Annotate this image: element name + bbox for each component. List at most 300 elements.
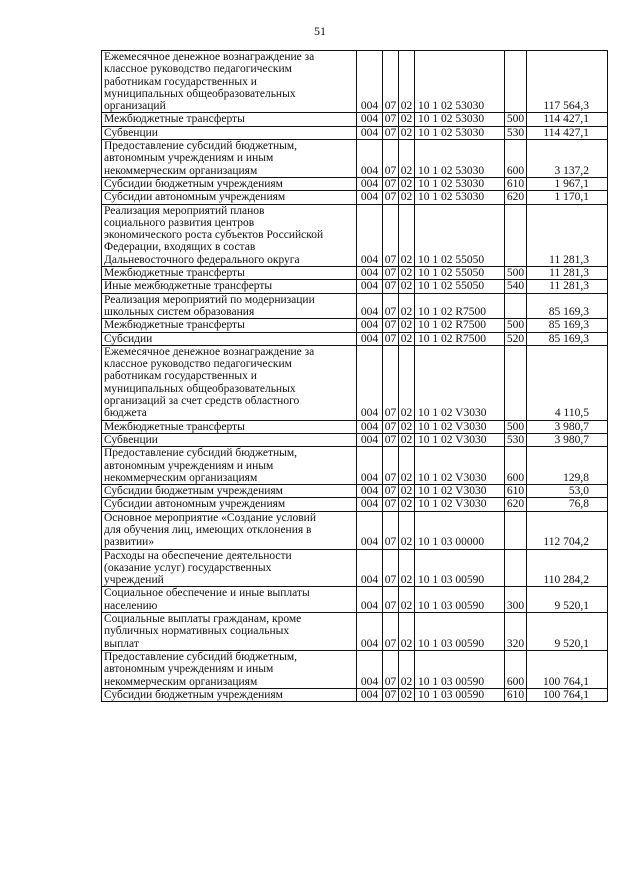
row-name-cell xyxy=(102,319,357,332)
row-subsection-code-cell xyxy=(399,485,415,498)
row-amount: 112 704,2 xyxy=(543,536,589,549)
row-name-cell xyxy=(102,140,357,178)
row-amount-cell xyxy=(527,420,608,433)
row-expense-type-code: 620 xyxy=(506,498,525,511)
row-subsection-code: 02 xyxy=(400,471,413,484)
row-target-article-code-cell xyxy=(415,433,505,446)
row-expense-type-code-cell xyxy=(505,688,527,701)
row-target-article-code-cell xyxy=(415,319,505,332)
row-expense-type-code-cell xyxy=(505,345,527,420)
row-grbs-code-cell xyxy=(357,191,383,204)
row-amount: 1 967,1 xyxy=(554,177,589,190)
row-grbs-code: 004 xyxy=(360,319,379,332)
row-expense-type-code-cell xyxy=(505,204,527,266)
row-amount: 76,8 xyxy=(568,498,589,511)
row-section-code: 07 xyxy=(384,126,397,139)
row-expense-type-code: 500 xyxy=(506,267,525,280)
row-name-cell xyxy=(102,420,357,433)
row-subsection-code: 02 xyxy=(400,177,413,190)
row-subsection-code: 02 xyxy=(400,267,413,280)
row-amount-cell xyxy=(527,587,608,613)
row-section-code-cell xyxy=(383,511,399,549)
row-amount-cell xyxy=(527,511,608,549)
row-amount: 9 520,1 xyxy=(554,599,589,612)
row-amount-cell xyxy=(527,319,608,332)
row-subsection-code-cell xyxy=(399,447,415,485)
row-subsection-code-cell xyxy=(399,126,415,139)
row-grbs-code: 004 xyxy=(360,485,379,498)
row-target-article-code: 10 1 02 V3030 xyxy=(418,433,487,446)
row-target-article-code: 10 1 02 V3030 xyxy=(418,498,487,511)
budget-table xyxy=(101,50,608,702)
row-target-article-code-cell xyxy=(415,140,505,178)
row-grbs-code: 004 xyxy=(360,407,379,420)
row-section-code-cell xyxy=(383,613,399,651)
table-row xyxy=(102,511,608,549)
row-subsection-code-cell xyxy=(399,650,415,688)
row-target-article-code: 10 1 03 00000 xyxy=(418,536,485,549)
row-name: Субсидии бюджетным учреждениям xyxy=(104,177,283,190)
row-target-article-code-cell xyxy=(415,332,505,345)
row-subsection-code-cell xyxy=(399,280,415,293)
row-grbs-code-cell xyxy=(357,498,383,511)
row-grbs-code: 004 xyxy=(360,305,379,318)
row-grbs-code-cell xyxy=(357,204,383,266)
row-subsection-code-cell xyxy=(399,293,415,319)
row-expense-type-code: 500 xyxy=(506,319,525,332)
row-subsection-code-cell xyxy=(399,587,415,613)
table-row xyxy=(102,650,608,688)
row-target-article-code: 10 1 02 53030 xyxy=(418,177,485,190)
row-amount: 114 427,1 xyxy=(543,113,589,126)
row-expense-type-code-cell xyxy=(505,650,527,688)
row-grbs-code: 004 xyxy=(360,433,379,446)
row-name: Основное мероприятие «Создание условий для обучения лиц, имеющих отклонения в развитии» xyxy=(104,511,316,549)
table-row xyxy=(102,204,608,266)
row-target-article-code-cell xyxy=(415,267,505,280)
row-amount-cell xyxy=(527,498,608,511)
row-subsection-code-cell xyxy=(399,113,415,126)
row-subsection-code-cell xyxy=(399,267,415,280)
row-target-article-code: 10 1 02 R7500 xyxy=(418,332,487,345)
row-name: Реализация мероприятий планов социального развития центров экономического роста субъектов Российской Федерации, входящих в состав Дальневосточного федерального округа xyxy=(104,204,324,266)
row-expense-type-code-cell xyxy=(505,613,527,651)
row-section-code-cell xyxy=(383,345,399,420)
row-expense-type-code: 300 xyxy=(506,599,525,612)
row-target-article-code-cell xyxy=(415,511,505,549)
row-expense-type-code: 540 xyxy=(506,280,525,293)
row-expense-type-code: 500 xyxy=(506,113,525,126)
row-amount-cell xyxy=(527,267,608,280)
row-grbs-code-cell xyxy=(357,51,383,113)
row-section-code-cell xyxy=(383,267,399,280)
row-grbs-code: 004 xyxy=(360,574,379,587)
row-name-cell xyxy=(102,587,357,613)
row-grbs-code-cell xyxy=(357,447,383,485)
table-body xyxy=(102,51,608,702)
row-amount: 1 170,1 xyxy=(554,191,589,204)
row-amount: 11 281,3 xyxy=(549,280,589,293)
row-subsection-code-cell xyxy=(399,420,415,433)
table-row xyxy=(102,280,608,293)
row-section-code: 07 xyxy=(384,688,397,701)
row-target-article-code-cell xyxy=(415,191,505,204)
row-name-cell xyxy=(102,650,357,688)
row-grbs-code-cell xyxy=(357,126,383,139)
row-expense-type-code: 610 xyxy=(506,688,525,701)
row-amount-cell xyxy=(527,485,608,498)
row-name-cell xyxy=(102,688,357,701)
row-name: Предоставление субсидий бюджетным, автономным учреждениям и иным некоммерческим организациям xyxy=(104,447,298,484)
row-subsection-code-cell xyxy=(399,345,415,420)
row-section-code-cell xyxy=(383,420,399,433)
table-row xyxy=(102,549,608,587)
row-name: Субвенции xyxy=(104,126,158,139)
row-amount-cell xyxy=(527,650,608,688)
row-amount: 110 284,2 xyxy=(543,574,589,587)
row-amount-cell xyxy=(527,126,608,139)
row-grbs-code-cell xyxy=(357,511,383,549)
row-target-article-code-cell xyxy=(415,177,505,190)
table-row xyxy=(102,177,608,190)
row-expense-type-code: 520 xyxy=(506,332,525,345)
table-row xyxy=(102,345,608,420)
row-amount-cell xyxy=(527,433,608,446)
row-amount-cell xyxy=(527,177,608,190)
row-expense-type-code-cell xyxy=(505,319,527,332)
row-target-article-code-cell xyxy=(415,587,505,613)
row-amount: 85 169,3 xyxy=(548,332,589,345)
row-section-code-cell xyxy=(383,51,399,113)
row-amount: 9 520,1 xyxy=(554,637,589,650)
row-section-code-cell xyxy=(383,688,399,701)
row-amount-cell xyxy=(527,113,608,126)
row-name: Реализация мероприятий по модернизации школьных систем образования xyxy=(104,293,315,318)
row-grbs-code-cell xyxy=(357,345,383,420)
row-subsection-code: 02 xyxy=(400,688,413,701)
row-section-code: 07 xyxy=(384,164,397,177)
row-expense-type-code-cell xyxy=(505,485,527,498)
row-section-code: 07 xyxy=(384,177,397,190)
row-amount: 3 980,7 xyxy=(554,420,589,433)
row-subsection-code: 02 xyxy=(400,280,413,293)
row-target-article-code-cell xyxy=(415,113,505,126)
row-section-code-cell xyxy=(383,498,399,511)
row-grbs-code: 004 xyxy=(360,113,379,126)
row-expense-type-code-cell xyxy=(505,447,527,485)
row-target-article-code: 10 1 02 53030 xyxy=(418,164,485,177)
row-grbs-code-cell xyxy=(357,113,383,126)
row-expense-type-code-cell xyxy=(505,113,527,126)
row-expense-type-code-cell xyxy=(505,549,527,587)
row-amount: 11 281,3 xyxy=(549,253,589,266)
row-grbs-code-cell xyxy=(357,420,383,433)
row-amount: 53,0 xyxy=(568,485,589,498)
row-name-cell xyxy=(102,267,357,280)
row-amount: 3 980,7 xyxy=(554,433,589,446)
row-section-code-cell xyxy=(383,587,399,613)
table-row xyxy=(102,688,608,701)
row-subsection-code-cell xyxy=(399,433,415,446)
row-subsection-code: 02 xyxy=(400,433,413,446)
row-subsection-code: 02 xyxy=(400,536,413,549)
row-grbs-code: 004 xyxy=(360,688,379,701)
row-expense-type-code: 610 xyxy=(506,485,525,498)
row-subsection-code: 02 xyxy=(400,498,413,511)
row-subsection-code: 02 xyxy=(400,485,413,498)
table-row xyxy=(102,498,608,511)
row-grbs-code: 004 xyxy=(360,253,379,266)
row-name: Иные межбюджетные трансферты xyxy=(104,280,273,293)
row-name: Ежемесячное денежное вознаграждение за классное руководство педагогическим работникам государственных и муниципальных общеобразовательных организаций за счет средств областного бюджета xyxy=(104,345,315,420)
row-grbs-code-cell xyxy=(357,332,383,345)
row-subsection-code: 02 xyxy=(400,599,413,612)
row-section-code-cell xyxy=(383,447,399,485)
row-expense-type-code: 600 xyxy=(506,471,525,484)
row-section-code: 07 xyxy=(384,536,397,549)
row-name-cell xyxy=(102,51,357,113)
row-grbs-code-cell xyxy=(357,688,383,701)
row-grbs-code-cell xyxy=(357,280,383,293)
row-target-article-code-cell xyxy=(415,498,505,511)
row-target-article-code-cell xyxy=(415,549,505,587)
row-section-code: 07 xyxy=(384,420,397,433)
row-grbs-code: 004 xyxy=(360,126,379,139)
row-section-code-cell xyxy=(383,126,399,139)
row-target-article-code-cell xyxy=(415,688,505,701)
row-target-article-code: 10 1 02 55050 xyxy=(418,267,485,280)
table-row xyxy=(102,267,608,280)
row-target-article-code: 10 1 02 53030 xyxy=(418,126,485,139)
row-section-code: 07 xyxy=(384,485,397,498)
row-expense-type-code-cell xyxy=(505,51,527,113)
row-amount: 11 281,3 xyxy=(549,267,589,280)
row-subsection-code: 02 xyxy=(400,319,413,332)
row-target-article-code-cell xyxy=(415,345,505,420)
row-amount-cell xyxy=(527,293,608,319)
row-subsection-code: 02 xyxy=(400,164,413,177)
row-expense-type-code-cell xyxy=(505,191,527,204)
row-section-code: 07 xyxy=(384,113,397,126)
row-name-cell xyxy=(102,280,357,293)
row-name-cell xyxy=(102,204,357,266)
row-target-article-code: 10 1 02 R7500 xyxy=(418,305,487,318)
row-name-cell xyxy=(102,498,357,511)
row-amount-cell xyxy=(527,204,608,266)
row-section-code: 07 xyxy=(384,599,397,612)
row-target-article-code: 10 1 02 R7500 xyxy=(418,319,487,332)
row-subsection-code-cell xyxy=(399,204,415,266)
row-subsection-code: 02 xyxy=(400,574,413,587)
row-section-code: 07 xyxy=(384,332,397,345)
row-grbs-code-cell xyxy=(357,267,383,280)
row-amount: 3 137,2 xyxy=(554,164,589,177)
row-expense-type-code: 600 xyxy=(506,675,525,688)
page-number: 51 xyxy=(314,24,326,38)
row-name-cell xyxy=(102,447,357,485)
row-grbs-code-cell xyxy=(357,650,383,688)
row-amount-cell xyxy=(527,549,608,587)
row-subsection-code-cell xyxy=(399,498,415,511)
row-target-article-code-cell xyxy=(415,51,505,113)
row-subsection-code: 02 xyxy=(400,253,413,266)
table-row xyxy=(102,191,608,204)
row-name-cell xyxy=(102,549,357,587)
row-grbs-code-cell xyxy=(357,613,383,651)
row-grbs-code-cell xyxy=(357,549,383,587)
row-name: Ежемесячное денежное вознаграждение за классное руководство педагогическим работникам государственных и муниципальных общеобразовательных организаций xyxy=(104,51,315,113)
row-section-code-cell xyxy=(383,319,399,332)
row-expense-type-code-cell xyxy=(505,498,527,511)
row-target-article-code: 10 1 02 55050 xyxy=(418,253,485,266)
row-grbs-code: 004 xyxy=(360,675,379,688)
row-section-code-cell xyxy=(383,191,399,204)
row-subsection-code-cell xyxy=(399,51,415,113)
row-amount-cell xyxy=(527,191,608,204)
row-subsection-code: 02 xyxy=(400,637,413,650)
row-expense-type-code: 600 xyxy=(506,164,525,177)
row-subsection-code-cell xyxy=(399,177,415,190)
row-amount: 85 169,3 xyxy=(548,319,589,332)
row-target-article-code-cell xyxy=(415,293,505,319)
row-name-cell xyxy=(102,345,357,420)
row-target-article-code-cell xyxy=(415,447,505,485)
row-section-code: 07 xyxy=(384,267,397,280)
row-expense-type-code-cell xyxy=(505,140,527,178)
row-grbs-code: 004 xyxy=(360,164,379,177)
row-section-code-cell xyxy=(383,293,399,319)
row-name: Предоставление субсидий бюджетным, автономным учреждениям и иным некоммерческим организациям xyxy=(104,650,298,688)
row-subsection-code: 02 xyxy=(400,332,413,345)
row-expense-type-code: 620 xyxy=(506,191,525,204)
row-grbs-code: 004 xyxy=(360,498,379,511)
row-subsection-code-cell xyxy=(399,511,415,549)
row-section-code: 07 xyxy=(384,407,397,420)
row-section-code: 07 xyxy=(384,191,397,204)
row-grbs-code: 004 xyxy=(360,191,379,204)
row-target-article-code-cell xyxy=(415,613,505,651)
row-amount: 117 564,3 xyxy=(543,100,589,113)
table-row xyxy=(102,332,608,345)
row-target-article-code: 10 1 02 V3030 xyxy=(418,407,487,420)
row-name: Расходы на обеспечение деятельности (оказание услуг) государственных учреждений xyxy=(104,549,292,587)
table-row xyxy=(102,613,608,651)
row-subsection-code-cell xyxy=(399,613,415,651)
row-amount-cell xyxy=(527,345,608,420)
row-name-cell xyxy=(102,433,357,446)
row-grbs-code: 004 xyxy=(360,471,379,484)
row-grbs-code: 004 xyxy=(360,637,379,650)
row-expense-type-code-cell xyxy=(505,280,527,293)
row-expense-type-code: 610 xyxy=(506,177,525,190)
row-target-article-code: 10 1 02 V3030 xyxy=(418,485,487,498)
row-section-code: 07 xyxy=(384,305,397,318)
row-section-code-cell xyxy=(383,332,399,345)
row-amount-cell xyxy=(527,613,608,651)
row-section-code-cell xyxy=(383,433,399,446)
row-subsection-code: 02 xyxy=(400,126,413,139)
row-subsection-code: 02 xyxy=(400,191,413,204)
row-amount-cell xyxy=(527,280,608,293)
row-name: Субсидии бюджетным учреждениям xyxy=(104,485,283,498)
table-row xyxy=(102,113,608,126)
row-name: Субсидии автономным учреждениям xyxy=(104,498,286,511)
table-row xyxy=(102,140,608,178)
row-name-cell xyxy=(102,332,357,345)
row-name-cell xyxy=(102,511,357,549)
row-expense-type-code: 530 xyxy=(506,126,525,139)
row-target-article-code-cell xyxy=(415,204,505,266)
row-subsection-code: 02 xyxy=(400,305,413,318)
row-grbs-code-cell xyxy=(357,177,383,190)
row-expense-type-code-cell xyxy=(505,177,527,190)
row-name-cell xyxy=(102,613,357,651)
row-target-article-code-cell xyxy=(415,650,505,688)
row-section-code-cell xyxy=(383,549,399,587)
row-name-cell xyxy=(102,293,357,319)
row-section-code: 07 xyxy=(384,675,397,688)
row-amount-cell xyxy=(527,51,608,113)
row-subsection-code-cell xyxy=(399,319,415,332)
row-expense-type-code-cell xyxy=(505,267,527,280)
row-grbs-code: 004 xyxy=(360,177,379,190)
row-subsection-code: 02 xyxy=(400,100,413,113)
table-row xyxy=(102,485,608,498)
row-target-article-code-cell xyxy=(415,420,505,433)
row-section-code: 07 xyxy=(384,253,397,266)
row-expense-type-code-cell xyxy=(505,332,527,345)
row-name: Субсидии бюджетным учреждениям xyxy=(104,688,283,701)
row-target-article-code: 10 1 02 53030 xyxy=(418,100,485,113)
row-name: Социальные выплаты гражданам, кроме публичных нормативных социальных выплат xyxy=(104,613,302,650)
row-target-article-code: 10 1 02 V3030 xyxy=(418,420,487,433)
row-name: Субвенции xyxy=(104,433,158,446)
row-amount: 100 764,1 xyxy=(543,675,589,688)
row-grbs-code: 004 xyxy=(360,332,379,345)
table-row xyxy=(102,587,608,613)
row-expense-type-code: 530 xyxy=(506,433,525,446)
row-subsection-code-cell xyxy=(399,191,415,204)
row-expense-type-code-cell xyxy=(505,293,527,319)
row-amount: 114 427,1 xyxy=(543,126,589,139)
row-expense-type-code-cell xyxy=(505,587,527,613)
row-grbs-code: 004 xyxy=(360,267,379,280)
row-name-cell xyxy=(102,177,357,190)
row-name: Межбюджетные трансферты xyxy=(104,420,245,433)
row-grbs-code: 004 xyxy=(360,536,379,549)
row-grbs-code: 004 xyxy=(360,280,379,293)
row-name: Субсидии xyxy=(104,332,153,345)
row-section-code: 07 xyxy=(384,637,397,650)
row-section-code: 07 xyxy=(384,280,397,293)
row-subsection-code: 02 xyxy=(400,407,413,420)
row-target-article-code: 10 1 03 00590 xyxy=(418,675,485,688)
row-grbs-code-cell xyxy=(357,433,383,446)
row-section-code: 07 xyxy=(384,100,397,113)
row-section-code-cell xyxy=(383,140,399,178)
row-subsection-code-cell xyxy=(399,549,415,587)
row-grbs-code-cell xyxy=(357,293,383,319)
row-subsection-code: 02 xyxy=(400,420,413,433)
row-amount-cell xyxy=(527,140,608,178)
row-grbs-code-cell xyxy=(357,140,383,178)
row-grbs-code: 004 xyxy=(360,420,379,433)
row-section-code: 07 xyxy=(384,433,397,446)
row-section-code: 07 xyxy=(384,471,397,484)
row-name-cell xyxy=(102,126,357,139)
row-section-code-cell xyxy=(383,113,399,126)
row-target-article-code: 10 1 03 00590 xyxy=(418,637,485,650)
